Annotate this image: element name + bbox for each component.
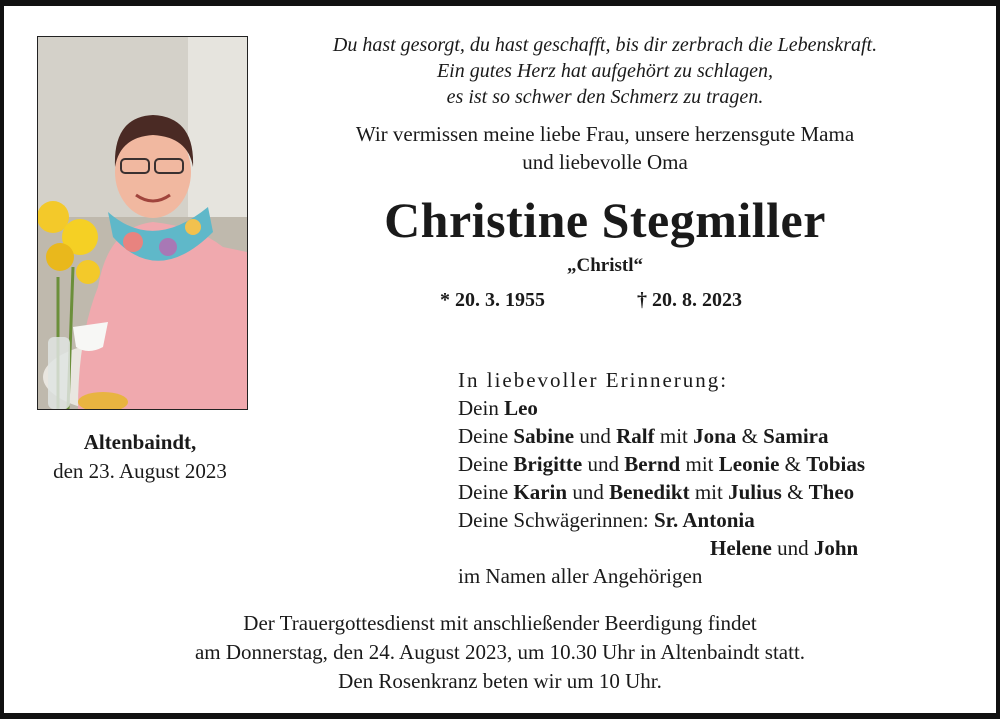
family-name: Helene <box>710 536 772 560</box>
family-text: Deine <box>458 424 514 448</box>
family-row <box>458 534 865 562</box>
family-text: Deine <box>458 480 514 504</box>
intro-line: und liebevolle Oma <box>522 150 688 174</box>
family-text: & <box>779 452 807 476</box>
location-city: Altenbaindt, <box>83 430 197 454</box>
family-text: und <box>771 536 814 560</box>
intro-line: Wir vermissen meine liebe Frau, unsere herzensgute Mama <box>355 122 855 146</box>
birth-date: * 20. 3. 1955 <box>440 289 545 311</box>
family-name: Leo <box>504 396 538 420</box>
portrait-photo <box>37 36 248 410</box>
family-row <box>458 506 865 534</box>
family-name: Julius <box>728 480 782 504</box>
death-date: † 20. 8. 2023 <box>637 289 742 311</box>
family-row <box>458 422 865 450</box>
memorial-verse <box>270 32 940 110</box>
deceased-nickname: „Christl“ <box>567 255 643 276</box>
family-name: Brigitte <box>513 452 583 476</box>
family-text: mit <box>689 480 729 504</box>
family-name: Samira <box>763 424 829 448</box>
family-text: Deine Schwägerinnen: <box>458 508 654 532</box>
intro-text <box>270 120 940 176</box>
family-text: und <box>567 480 610 504</box>
family-name: Jona <box>693 424 737 448</box>
family-text: Deine <box>458 452 514 476</box>
family-name: Sr. Antonia <box>653 508 755 532</box>
family-text: Dein <box>458 396 505 420</box>
family-row <box>458 478 865 506</box>
family-closing: im Namen aller Angehörigen <box>458 564 703 588</box>
family-list <box>458 366 865 590</box>
family-heading: In liebevoller Erinnerung: <box>458 368 729 392</box>
verse-line: Du hast gesorgt, du hast geschafft, bis dir zerbrach die Lebenskraft. <box>332 34 878 56</box>
family-row <box>458 394 865 422</box>
family-row <box>458 450 865 478</box>
family-name: Benedikt <box>609 480 690 504</box>
family-text: mit <box>654 424 694 448</box>
service-line: am Donnerstag, den 24. August 2023, um 10.30 Uhr in Altenbaindt statt. <box>194 640 806 664</box>
service-line: Der Trauergottesdienst mit anschließender Beerdigung findet <box>243 611 757 635</box>
family-name: Leonie <box>718 452 780 476</box>
family-name: Karin <box>513 480 568 504</box>
family-name: John <box>813 536 859 560</box>
family-name: Tobias <box>806 452 866 476</box>
family-text: und <box>582 452 625 476</box>
deceased-name: Christine Stegmiller <box>384 192 826 248</box>
verse-line: Ein gutes Herz hat aufgehört zu schlagen, <box>436 60 774 82</box>
family-text: & <box>781 480 809 504</box>
verse-line: es ist so schwer den Schmerz zu tragen. <box>446 86 764 108</box>
family-name: Theo <box>808 480 855 504</box>
family-text: & <box>736 424 764 448</box>
family-name: Ralf <box>616 424 655 448</box>
family-text: und <box>574 424 617 448</box>
location-date: den 23. August 2023 <box>53 459 227 483</box>
family-name: Sabine <box>513 424 575 448</box>
service-line: Den Rosenkranz beten wir um 10 Uhr. <box>338 669 662 693</box>
family-name: Bernd <box>624 452 681 476</box>
service-info <box>40 609 960 696</box>
family-text: mit <box>680 452 719 476</box>
